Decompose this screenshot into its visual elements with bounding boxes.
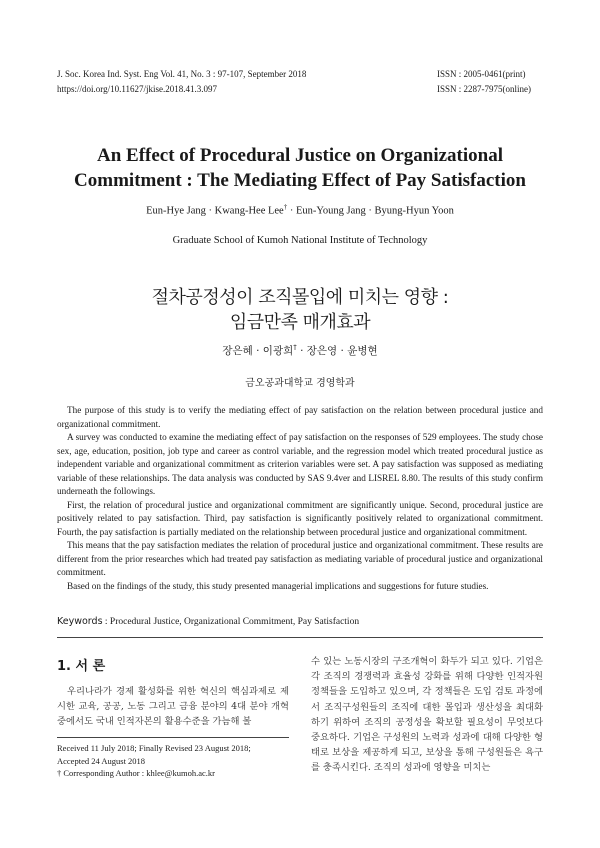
keywords-text: : Procedural Justice, Organizational Commitment, Pay Satisfaction <box>102 617 360 627</box>
authors-en-part1: Eun-Hye Jang · Kwang-Hee Lee <box>146 205 284 217</box>
section-heading: 1. 서 론 <box>57 659 106 674</box>
affiliation-en: Graduate School of Kumoh National Institute of Technology <box>172 235 428 246</box>
abstract-paragraph: The purpose of this study is to verify the mediating effect of pay satisfaction on the relation between procedural justice and organizational commitment. <box>57 405 543 429</box>
corresponding-mark-ko: † <box>293 343 297 352</box>
corresponding-mark: † <box>283 203 288 211</box>
corresponding-author-text: Corresponding Author : khlee@kumoh.ac.kr <box>61 768 215 778</box>
footnotes <box>57 742 297 780</box>
issn-online: ISSN : 2287-7975(online) <box>437 84 531 94</box>
body-paragraph: 우리나라가 경제 활성화를 위한 혁신의 핵심과제로 제시한 교육, 공공, 노동 그리고 금융 분야의 4대 분야 개혁 중에서도 국내 인적자본의 활용수준을 가늠해 볼 <box>57 686 289 728</box>
affiliation-ko: 금오공과대학교 경영학과 <box>245 378 355 389</box>
title-en-line2: Commitment : The Mediating Effect of Pay Satisfaction <box>74 170 526 191</box>
abstract-paragraph: This means that the pay satisfaction mediates the relation of procedural justice and organizational commitment. These results are different from the prior researches which had treated pay satisfaction as mediating variable of procedural justice and organizational commitment. <box>57 540 543 577</box>
authors-ko <box>0 343 600 358</box>
authors-en <box>0 203 600 217</box>
abstract-paragraph: First, the relation of procedural justice and organizational commitment are significantly unique. Second, procedural justice are positively related to pay satisfaction. Third, pay satisfaction is significantly positively related to organizational commitment. Fourth, the pay satisfaction is partially mediated on the relationship between procedural justice and organizational commitment. <box>57 499 543 537</box>
keywords <box>57 616 359 627</box>
abstract-paragraph: A survey was conducted to examine the mediating effect of pay satisfaction on the responses of 529 employees. The study chose sex, age, education, position, job type and career as control variable, and the regression model which treated procedural justice as independent variable and organizational commitment as criterion variables were set. A pay satisfaction was supposed as mediating variable of these relationships. The data analysis was conducted by SAS 9.4ver and LISREL 8.80. The results of this study confirm underneath the followings. <box>57 432 543 496</box>
authors-ko-part1: 장은혜 · 이광희 <box>222 345 294 357</box>
journal-citation: J. Soc. Korea Ind. Syst. Eng Vol. 41, No. 3 : 97-107, September 2018 <box>57 69 307 79</box>
body-paragraph: 수 있는 노동시장의 구조개혁이 화두가 되고 있다. 기업은 각 조직의 경쟁력과 효율성 강화를 위해 다양한 인적자원 정책들을 도입하고 있으며, 각 정책들은 도입 검토 과정에서 조직구성원들의 조직에 대한 몰입과 생산성을 최대화하기 위하여 조직의 공정성을 확보할 필요성이 무엇보다 중요하다. 기업은 구성원의 노력과 성과에 대해 다양한 형태로 보상을 제공하게 되고, 보상을 통해 구성원들은 욕구를 충족시킨다. 조직의 성과에 영향을 미치는 <box>311 656 543 774</box>
issn-print: ISSN : 2005-0461(print) <box>437 69 526 79</box>
section-divider <box>57 637 543 638</box>
doi-link[interactable]: https://doi.org/10.11627/jkise.2018.41.3.097 <box>57 84 218 94</box>
abstract-paragraph: Based on the findings of the study, this study presented managerial implications and suggestions for future studies. <box>67 580 489 591</box>
title-en-line1: An Effect of Procedural Justice on Organizational <box>97 145 503 166</box>
keywords-label: Keywords <box>57 616 103 627</box>
received-date: Received 11 July 2018; Finally Revised 23 August 2018; <box>57 743 251 753</box>
accepted-date: Accepted 24 August 2018 <box>57 755 146 766</box>
abstract <box>57 404 543 593</box>
right-column-text <box>311 654 543 776</box>
corresponding-author <box>57 767 297 780</box>
left-column-text <box>57 684 289 730</box>
authors-en-part2: · Eun-Young Jang · Byung-Hyun Yoon <box>287 205 454 217</box>
authors-ko-part2: · 장은영 · 윤병현 <box>296 345 378 357</box>
footnote-divider <box>57 737 289 738</box>
corresponding-mark-footnote: † <box>57 768 62 778</box>
title-ko-line1: 절차공정성이 조직몰입에 미치는 영향 : <box>151 287 449 308</box>
title-ko-line2: 임금만족 매개효과 <box>229 312 371 333</box>
